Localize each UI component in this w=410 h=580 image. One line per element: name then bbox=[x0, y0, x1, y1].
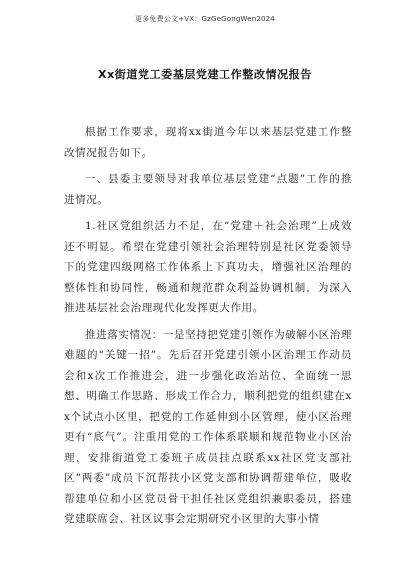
paragraph-progress: 推进落实情况：一是坚持把党建引领作为破解小区治理难题的“关键一招”。先后召开党建引领小区治理工作动员会和x次工作推进会，进一步强化政治站位、全面统一思想、明确工作思路、形成工作合力，顺利把党的组织建在xx个试点小区里，把党的工作延伸到小区管理，使小区治理更有“底气”。注重用党的工作体系联顺和规范物业小区治理，安排街道党工委班子成员挂点联系xx社区党支部社区“两委”成员下沉帮扶小区党支部和协调帮建单位，吸收帮建单位和小区党员骨干担任社区党组织兼职委员，搭建党建联席会、社区议事会定期研究小区里的大事小情 bbox=[64, 328, 352, 525]
document-body bbox=[64, 122, 352, 536]
document-title: Xx街道党工委基层党建工作整改情况报告 bbox=[98, 68, 312, 81]
paragraph-item-1: 1.社区党组织活力不足，在“党建＋社会治理”上成效还不明显。希望在党建引领社会治理特别是社区党委领导下的党建四级网格工作体系上下真功夫，增强社区治理的整体性和协同性，畅通和规范群众利益协调机制，为深入推进基层社会治理现代化发挥更大作用。 bbox=[64, 220, 352, 314]
header-note: 更多免费公文+VX：GzGeGongWen2024 bbox=[135, 15, 275, 23]
paragraph-intro: 根据工作要求，现将xx街道今年以来基层党建工作整改情况报告如下。 bbox=[64, 126, 352, 159]
paragraph-section-heading: 一、县委主要领导对我单位基层党建“点题”工作的推进情况。 bbox=[64, 173, 352, 206]
